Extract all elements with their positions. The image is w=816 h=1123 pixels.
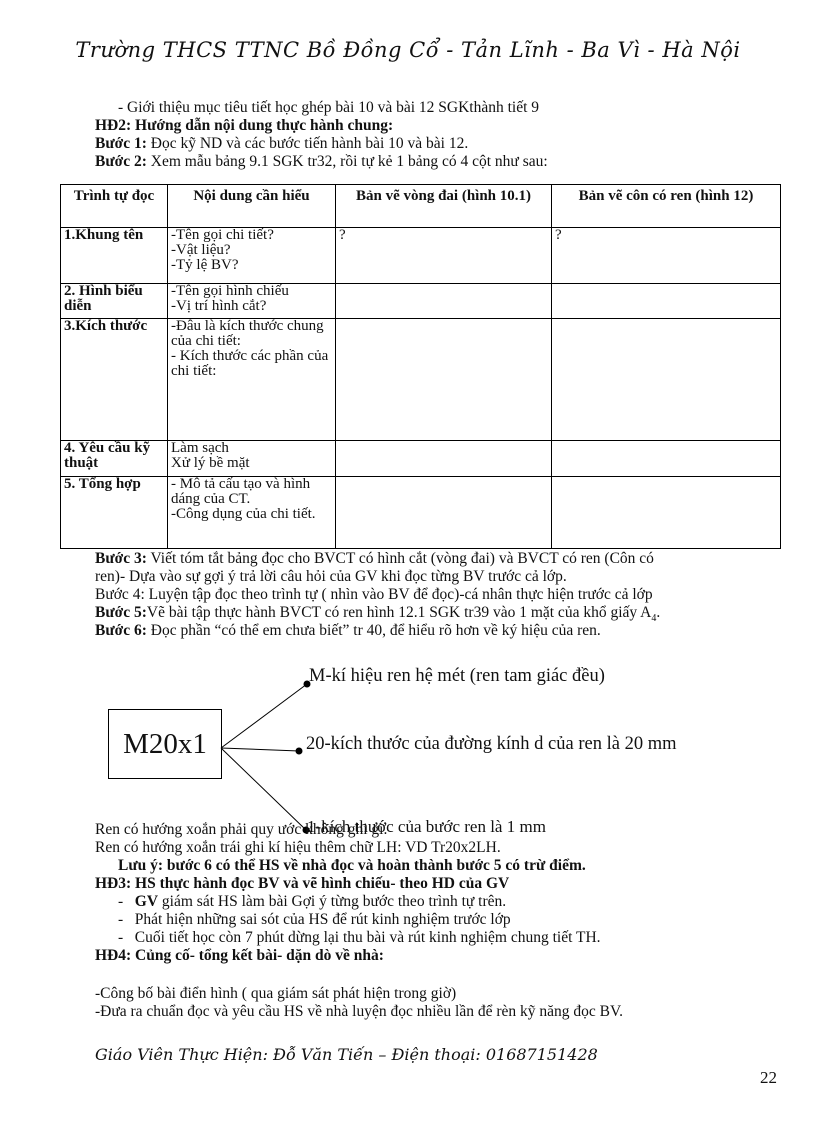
table-cell: 1.Khung tên [61, 228, 168, 284]
step3-text: Viết tóm tắt bảng đọc cho BVCT có hình cắt (vòng đai) và BVCT có ren (Côn có [150, 550, 654, 567]
hd4-line-1: -Công bố bài điển hình ( qua giám sát phát hiện trong giờ) [95, 985, 457, 1002]
table-cell: 3.Kích thước [61, 319, 168, 441]
note-right-hand: Ren có hướng xoắn phải quy ước không ghi gì. [95, 821, 388, 838]
hd3-bullet-3: - Cuối tiết học còn 7 phút dừng lại thu bài và rút kinh nghiệm chung tiết TH. [118, 929, 601, 946]
step3-label: Bước 3: [95, 550, 147, 567]
table-cell: ? [552, 228, 781, 284]
note-left-hand: Ren có hướng xoắn trái ghi kí hiệu thêm chữ LH: VD Tr20x2LH. [95, 839, 501, 856]
hd4-title: HĐ4: Củng cố- tổng kết bài- dặn dò về nhà: [95, 947, 384, 964]
table-cell: - Mô tả cấu tạo và hình dáng của CT. -Công dụng của chi tiết. [168, 477, 336, 549]
step6-label: Bước 6: [95, 622, 147, 639]
thread-code-box: M20x1 [108, 709, 222, 779]
callout-label-m: M-kí hiệu ren hệ mét (ren tam giác đều) [309, 666, 605, 686]
table-cell: Làm sạch Xử lý bề mặt [168, 441, 336, 477]
page-number: 22 [760, 1068, 777, 1087]
step2-text: Xem mẫu bảng 9.1 SGK tr32, rồi tự kẻ 1 bảng có 4 cột như sau: [150, 153, 548, 170]
hd3-title: HĐ3: HS thực hành đọc BV và vẽ hình chiếu- theo HD của GV [95, 875, 510, 892]
hd2-title: HĐ2: Hướng dẫn nội dung thực hành chung: [95, 117, 394, 134]
table-cell: 5. Tổng hợp [61, 477, 168, 549]
intro-bullet: - Giới thiệu mục tiêu tiết học ghép bài 10 và bài 12 SGKthành tiết 9 [118, 99, 540, 116]
table-cell: -Đâu là kích thước chung của chi tiết: - Kích thước các phần của chi tiết: [168, 319, 336, 441]
hd3-bullet-2: - Phát hiện những sai sót của HS để rút kinh nghiệm trước lớp [118, 911, 511, 928]
table-cell: 4. Yêu cầu kỹ thuật [61, 441, 168, 477]
hd3-b2-text: Phát hiện những sai sót của HS để rút kinh nghiệm trước lớp [134, 911, 511, 928]
table-cell: -Tên gọi chi tiết? -Vật liệu? -Tỷ lệ BV? [168, 228, 336, 284]
table-cell: ? [336, 228, 552, 284]
table-header: Bản vẽ côn có ren (hình 12) [552, 185, 781, 228]
page-header: Trường THCS TTNC Bồ Đồng Cổ - Tản Lĩnh - Ba Vì - Hà Nội [75, 38, 741, 62]
step5-end: . [656, 604, 661, 621]
hd3-b1-text: giám sát HS làm bài Gợi ý từng bước theo trình tự trên. [161, 893, 507, 910]
step1-label: Bước 1: [95, 135, 147, 152]
table-cell: -Tên gọi hình chiếu -Vị trí hình cắt? [168, 284, 336, 319]
step3-line2: ren)- Dựa vào sự gợi ý trả lời câu hỏi của GV khi đọc từng BV trước cả lớp. [95, 568, 567, 585]
step1-text: Đọc kỹ ND và các bước tiến hành bài 10 và bài 12. [150, 135, 469, 152]
table-header: Nội dung cần hiểu [168, 185, 336, 228]
hd3-b3-text: Cuối tiết học còn 7 phút dừng lại thu bài và rút kinh nghiệm chung tiết TH. [134, 929, 601, 946]
step4: Bước 4: Luyện tập đọc theo trình tự ( nhìn vào BV để đọc)-cá nhân thực hiện trước cả lớp [95, 586, 653, 603]
hd3-gv: GV [134, 893, 159, 910]
table-cell: 2. Hình biểu diễn [61, 284, 168, 319]
table-header: Bản vẽ vòng đai (hình 10.1) [336, 185, 552, 228]
page-footer: Giáo Viên Thực Hiện: Đỗ Văn Tiến – Điện thoại: 01687151428 [95, 1045, 598, 1064]
step5-subscript: 4 [651, 613, 657, 625]
note-warning: Lưu ý: bước 6 có thể HS về nhà đọc và hoàn thành bước 5 có trừ điểm. [118, 857, 586, 874]
hd4-line-2: -Đưa ra chuẩn đọc và yêu cầu HS về nhà luyện đọc nhiều lần để rèn kỹ năng đọc BV. [95, 1003, 624, 1020]
step6-text: Đọc phần “có thể em chưa biết” tr 40, để hiểu rõ hơn về ký hiệu của ren. [150, 622, 601, 639]
hd3-bullet-1: - GV giám sát HS làm bài Gợi ý từng bước theo trình tự trên. [118, 893, 507, 910]
step5-label: Bước 5: [95, 604, 147, 621]
table-header: Trình tự đọc [61, 185, 168, 228]
callout-label-20: 20-kích thước của đường kính d của ren là 20 mm [306, 734, 677, 754]
step2-label: Bước 2: [95, 153, 147, 170]
callout-label-1: 1-kích thước của bước ren là 1 mm [307, 817, 546, 836]
step5-text: Vẽ bài tập thực hành BVCT có ren hình 12.1 SGK tr39 vào 1 mặt của khổ giấy A [146, 604, 652, 621]
